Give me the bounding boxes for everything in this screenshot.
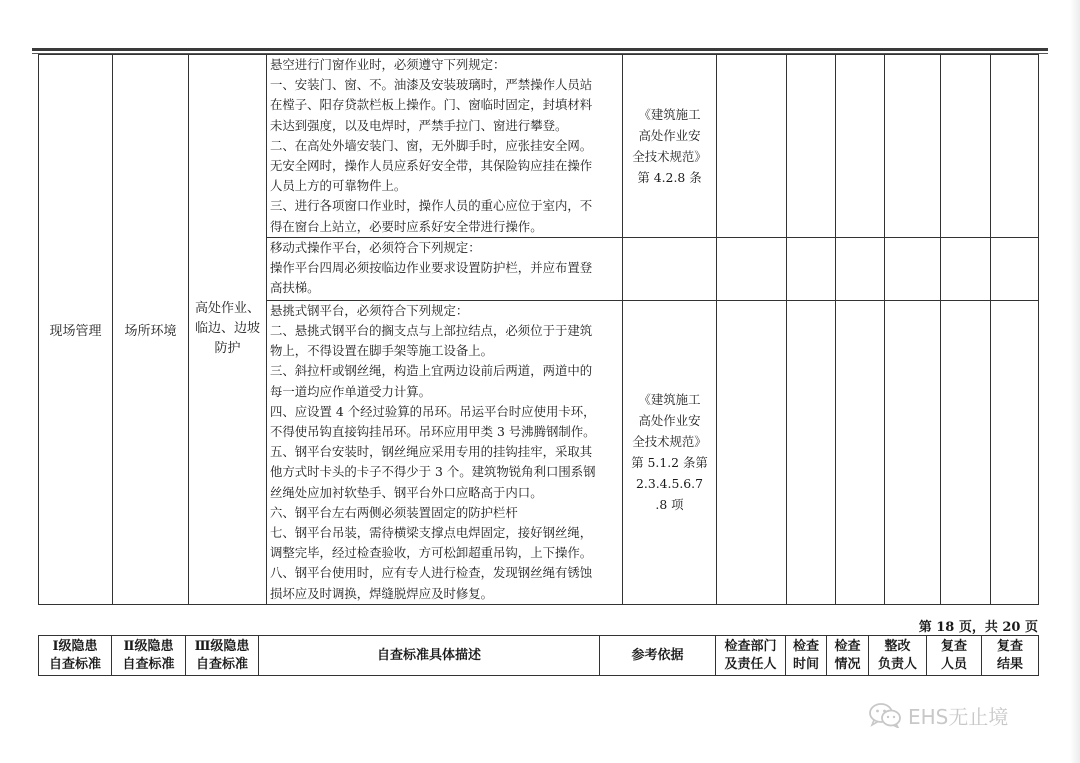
reference-line: 全技术规范》 [632,434,707,450]
page-number: 第 18 页，共 20 页 [918,620,1038,635]
description-line: 损坏应及时调换，焊缝脱焊应及时修复。 [270,585,494,601]
reference-line: 《建筑施工 [638,392,701,408]
description-line: 七、钢平台吊装，需待横梁支撑点电焊固定，接好钢丝绳， [270,525,593,541]
header-line: 及责任人 [724,656,777,672]
reference-line: 全技术规范》 [632,148,707,164]
level1-category: 现场管理 [39,55,113,605]
review-result-cell[interactable] [991,55,1039,238]
description-line: 每一道均应作单道受力计算。 [270,383,432,399]
review-person-cell[interactable] [941,300,991,604]
description-line: 三、斜拉杆或钢丝绳，构造上宜两边设前后两道，两道中的 [270,363,593,379]
header-line: 检查 [834,638,861,654]
description-line: 四、应设置 4 个经过验算的吊环。吊运平台时应使用卡环， [270,403,596,419]
review-person-cell[interactable] [941,237,991,300]
description-line: 操作平台四周必须按临边作业要求设置防护栏，并应布置登 [270,260,593,276]
header-line: 人员 [940,656,967,672]
inspection-time-cell[interactable] [787,237,836,300]
description-line: 悬挑式钢平台，必须符合下列规定： [270,302,469,318]
reference-cell [623,237,717,300]
header-review-result [982,636,1039,676]
description-line: 不得使吊钩直接钩挂吊环。吊环应用甲类 3 号沸腾钢制作。 [270,424,596,440]
inspection-status-cell[interactable] [836,237,885,300]
header-description: 自查标准具体描述 [259,636,600,676]
header-line: 自查标准 [195,656,248,672]
header-line: 复查 [996,638,1023,654]
header-review-person [927,636,982,676]
description-line: 六、钢平台左右两侧必须装置固定的防护栏杆 [270,504,518,520]
header-line: 整改 [884,638,911,654]
header-level2 [112,636,186,676]
header-line: Ⅲ级隐患 [194,638,250,654]
watermark [868,700,1008,730]
description-line: 二、在高处外墙安装门、窗，无外脚手时，应张挂安全网。 [270,137,593,153]
description-line: 调整完毕，经过检查验收，方可松卸超重吊钩，上下操作。 [270,545,593,561]
reference-line: 高处作业安 [638,413,701,429]
description-line: 得在窗台上站立，必要时应系好安全带进行操作。 [270,218,543,234]
description-line: 高扶梯。 [270,280,320,296]
rectification-owner-cell[interactable] [885,300,941,604]
description-line: 人员上方的可靠物件上。 [270,178,407,194]
inspection-dept-cell[interactable] [717,55,787,238]
description-line: 丝绳处应加衬软垫手、钢平台外口应略高于内口。 [270,484,543,500]
top-rule [32,48,1048,51]
description-cell [267,237,623,300]
description-line: 五、钢平台安装时，钢丝绳应采用专用的挂钩挂牢，采取其 [270,444,593,460]
inspection-dept-cell[interactable] [717,300,787,604]
header-line: 时间 [792,656,819,672]
review-person-cell[interactable] [941,55,991,238]
header-level1 [39,636,112,676]
header-reference: 参考依据 [600,636,716,676]
reference-line: 2.3.4.5.6.7 [636,476,703,492]
description-line: 二、悬挑式钢平台的搁支点与上部拉结点，必须位于于建筑 [270,323,593,339]
description-line: 无安全网时，操作人员应系好安全带，其保险钩应挂在操作 [270,158,593,174]
header-rectification-owner [869,636,927,676]
description-line: 悬空进行门窗作业时，必须遵守下列规定： [270,57,506,72]
description-line: 物上，不得设置在脚手架等施工设备上。 [270,343,494,359]
level2-category: 场所环境 [113,55,189,605]
wechat-icon [868,702,902,728]
inspection-time-cell[interactable] [787,55,836,238]
header-line: 检查 [792,638,819,654]
level3-category: 高处作业、临边、边坡防护 [189,55,267,605]
header-inspection-status [827,636,869,676]
header-table [38,635,1039,676]
inspection-status-cell[interactable] [836,55,885,238]
header-line: 检查部门 [724,638,777,654]
inspection-dept-cell[interactable] [717,237,787,300]
watermark-text: EHS无止境 [908,704,1009,729]
description-line: 移动式操作平台，必须符合下列规定： [270,239,481,255]
reference-line: 第 4.2.8 条 [637,169,702,185]
header-line: 负责人 [877,656,917,672]
review-result-cell[interactable] [991,300,1039,604]
review-result-cell[interactable] [991,237,1039,300]
description-line: 三、进行各项窗口作业时，操作人员的重心应位于室内，不 [270,198,593,214]
header-line: 复查 [940,638,967,654]
reference-cell [623,55,717,238]
description-line: 八、钢平台使用时，应有专人进行检查，发现钢丝绳有锈蚀 [270,565,593,581]
description-line: 他方式时卡头的卡子不得少于 3 个。建筑物锐角利口围系钢 [270,464,596,480]
header-line: Ⅰ级隐患 [52,638,98,654]
reference-line: 《建筑施工 [638,106,701,122]
reference-line: 高处作业安 [638,127,701,143]
description-cell [267,55,623,238]
rectification-owner-cell[interactable] [885,55,941,238]
header-inspection-time [786,636,827,676]
reference-line: 第 5.1.2 条第 [631,455,708,471]
description-line: 在樘子、阳存贷款栏板上操作。门、窗临时固定，封填材料 [270,97,593,113]
header-line: 自查标准 [48,656,101,672]
rectification-owner-cell[interactable] [885,237,941,300]
reference-cell [623,300,717,604]
description-line: 一、安装门、窗、不。油漆及安装玻璃时，严禁操作人员站 [270,77,593,93]
header-level3 [186,636,259,676]
header-inspection-dept [716,636,786,676]
reference-line: .8 项 [655,497,684,513]
header-line: Ⅱ级隐患 [123,638,174,654]
description-cell [267,300,623,604]
header-line: 情况 [834,656,861,672]
header-line: 结果 [996,656,1023,672]
inspection-status-cell[interactable] [836,300,885,604]
description-line: 未达到强度，以及电焊时，严禁手拉门、窗进行攀登。 [270,117,568,133]
page-edge-shadow [1070,0,1080,763]
standards-table [38,54,1039,605]
inspection-time-cell[interactable] [787,300,836,604]
header-line: 自查标准 [122,656,175,672]
